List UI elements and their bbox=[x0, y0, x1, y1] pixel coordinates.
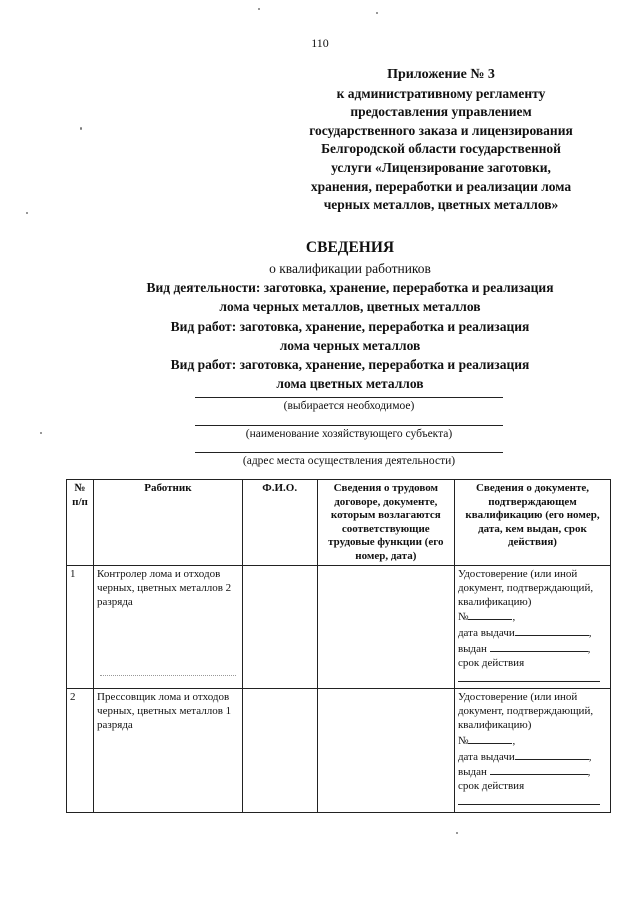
doc-text-line: квалификацию) bbox=[457, 718, 532, 731]
table-row bbox=[67, 689, 611, 812]
scan-speck bbox=[26, 212, 28, 214]
validity-blank[interactable] bbox=[458, 794, 600, 805]
fill-line-entity-name[interactable] bbox=[195, 425, 503, 426]
header-fio: Ф.И.О. bbox=[242, 480, 317, 566]
validity-blank-line bbox=[458, 671, 607, 687]
validity-field bbox=[458, 657, 607, 671]
cell-number: 2 bbox=[67, 689, 94, 812]
appendix-line: предоставления управлением bbox=[350, 104, 532, 120]
cell-contract[interactable] bbox=[317, 566, 454, 689]
validity-blank-line bbox=[458, 794, 607, 810]
cell-contract[interactable] bbox=[317, 689, 454, 812]
appendix-line: Белгородской области государственной bbox=[321, 141, 561, 157]
appendix-line: к административному регламенту bbox=[336, 85, 546, 101]
doc-number-field: № , bbox=[457, 611, 516, 624]
table-header-row bbox=[67, 480, 611, 566]
work-type-line: Вид работ: заготовка, хранение, переработка и реализация bbox=[170, 357, 530, 373]
issued-by-blank[interactable] bbox=[490, 764, 588, 775]
doc-text-line: квалификацию) bbox=[457, 595, 532, 608]
doc-number-blank[interactable] bbox=[468, 609, 512, 620]
doc-text-line: Удостоверение (или иной bbox=[457, 568, 578, 580]
scan-speck bbox=[80, 127, 82, 130]
doc-number-field: № , bbox=[457, 734, 516, 747]
cell-worker bbox=[94, 566, 243, 689]
issued-by-field: выдан , bbox=[457, 642, 591, 655]
appendix-line: хранения, переработки и реализации лома bbox=[310, 178, 572, 194]
scan-speck bbox=[376, 12, 378, 14]
issued-by-label: выдан bbox=[457, 642, 487, 655]
fill-caption-entity-name: (наименование хозяйствующего субъекта) bbox=[245, 428, 453, 440]
cell-fio[interactable] bbox=[242, 566, 317, 689]
table-row bbox=[67, 566, 611, 689]
issued-by-blank[interactable] bbox=[490, 641, 588, 652]
doc-number-blank[interactable] bbox=[468, 733, 512, 744]
doc-number-label: № bbox=[457, 611, 469, 624]
worker-position: Прессовщик лома и отходов черных, цветных металлов 1 разряда bbox=[97, 691, 232, 731]
info-block bbox=[90, 237, 610, 393]
fill-caption-selection: (выбирается необходимое) bbox=[283, 400, 415, 412]
scan-speck bbox=[258, 8, 260, 10]
issued-by-field: выдан , bbox=[457, 766, 591, 779]
header-qualification-doc: Сведения о документе, подтверждающем квалификацию (его номер, дата, кем выдан, срок действия) bbox=[454, 480, 610, 566]
validity-field bbox=[458, 780, 607, 794]
scan-speck bbox=[40, 432, 42, 434]
doc-text-line: документ, подтверждающий, bbox=[457, 581, 594, 594]
issue-date-label: дата выдачи bbox=[457, 750, 515, 763]
issued-by-label: выдан bbox=[457, 766, 487, 779]
cell-qualification-doc bbox=[454, 566, 610, 689]
validity-label: срок действия bbox=[457, 656, 525, 669]
issue-date-blank[interactable] bbox=[515, 749, 589, 760]
fill-caption-address: (адрес места осуществления деятельности) bbox=[242, 455, 456, 467]
document-subtitle: о квалификации работников bbox=[269, 261, 431, 276]
activity-line: лома черных металлов, цветных металлов bbox=[219, 299, 481, 315]
issue-date-field: дата выдачи , bbox=[457, 627, 592, 640]
document-title: СВЕДЕНИЯ bbox=[305, 239, 395, 256]
fill-line-selection[interactable] bbox=[195, 397, 503, 398]
cell-fio[interactable] bbox=[242, 689, 317, 812]
fill-line-address[interactable] bbox=[195, 452, 503, 453]
appendix-line: государственного заказа и лицензирования bbox=[309, 122, 573, 138]
work-type-line: лома черных металлов bbox=[279, 337, 421, 353]
header-contract: Сведения о трудовом договоре, документе, которым возлагаются соответствующие трудовые функции (его номер, дата) bbox=[317, 480, 454, 566]
appendix-line: черных металлов, цветных металлов» bbox=[323, 197, 559, 213]
scan-speck bbox=[456, 832, 458, 834]
validity-blank[interactable] bbox=[458, 671, 600, 682]
issue-date-label: дата выдачи bbox=[457, 627, 515, 640]
work-type-line: лома цветных металлов bbox=[276, 376, 424, 392]
page-number: 110 bbox=[311, 36, 329, 50]
validity-label: срок действия bbox=[457, 780, 525, 793]
worker-position: Контролер лома и отходов черных, цветных металлов 2 разряда bbox=[97, 568, 232, 608]
qualification-table bbox=[66, 479, 611, 813]
activity-line: Вид деятельности: заготовка, хранение, переработка и реализация bbox=[146, 280, 554, 296]
issue-date-field: дата выдачи , bbox=[457, 750, 592, 763]
header-worker: Работник bbox=[94, 480, 243, 566]
cell-divider bbox=[100, 675, 236, 676]
appendix-line: услуги «Лицензирование заготовки, bbox=[331, 159, 551, 175]
cell-qualification-doc bbox=[454, 689, 610, 812]
appendix-title: Приложение № 3 bbox=[387, 67, 495, 82]
issue-date-blank[interactable] bbox=[515, 625, 589, 636]
appendix-heading bbox=[268, 66, 614, 215]
doc-text-line: Удостоверение (или иной bbox=[457, 691, 578, 704]
header-number: № п/п bbox=[67, 480, 94, 566]
cell-number: 1 bbox=[67, 566, 94, 689]
work-type-line: Вид работ: заготовка, хранение, переработка и реализация bbox=[170, 318, 530, 334]
doc-number-label: № bbox=[457, 734, 469, 747]
doc-text-line: документ, подтверждающий, bbox=[457, 705, 594, 718]
cell-worker bbox=[94, 689, 243, 812]
